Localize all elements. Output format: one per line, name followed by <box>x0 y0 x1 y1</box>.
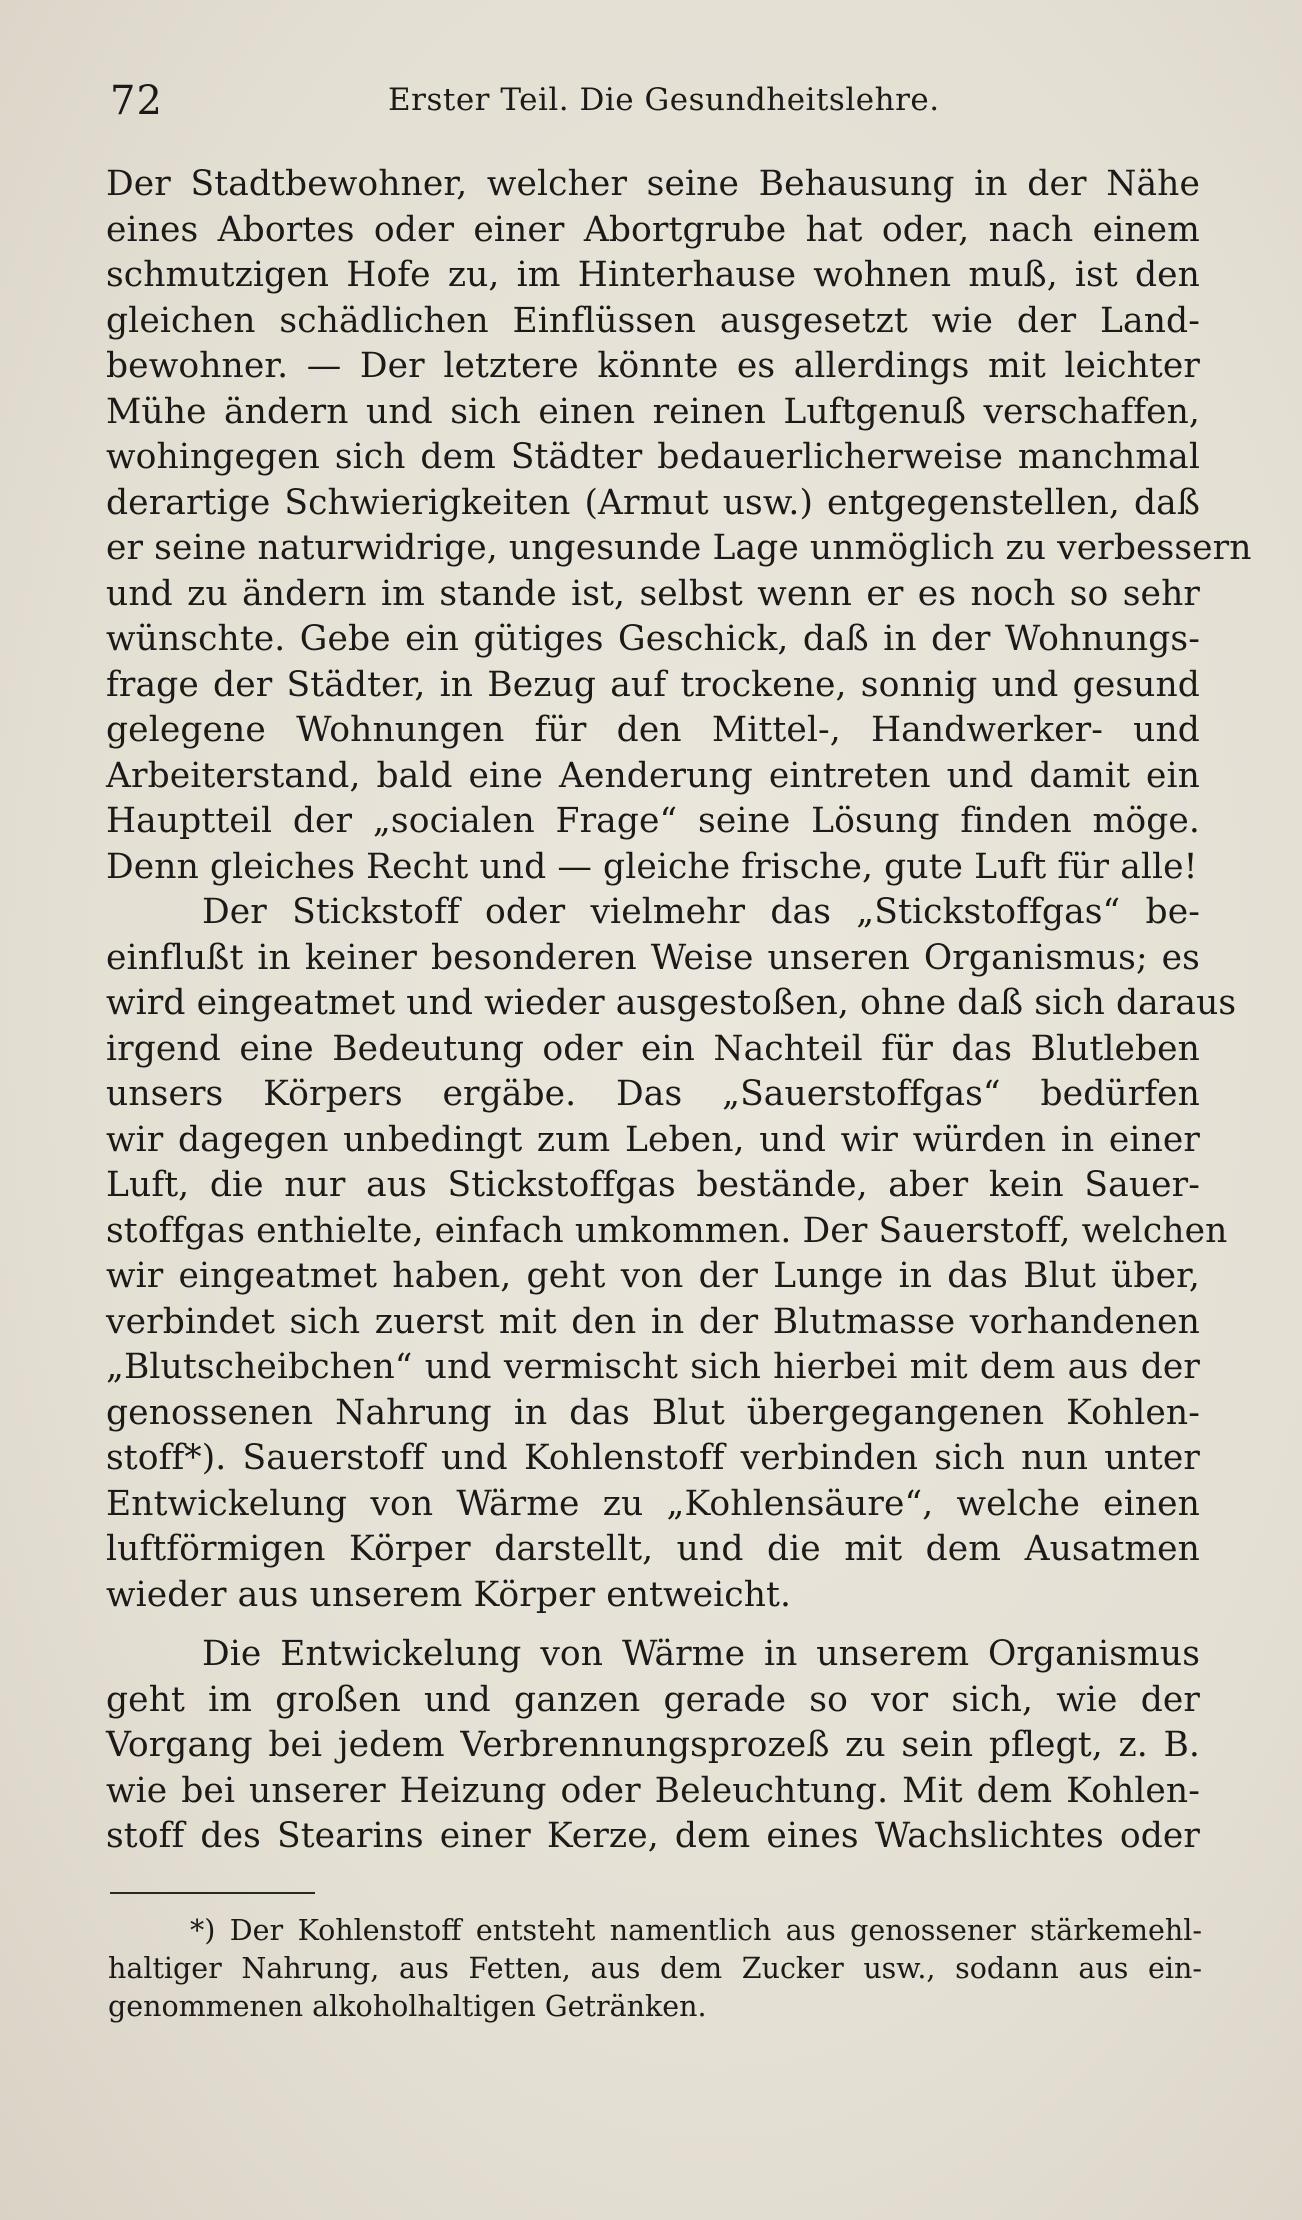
text-line: Vorgang bei jedem Verbrennungsprozeß zu sein pflegt, z. B. <box>106 1725 1200 1765</box>
text-line: Der Stadtbewohner, welcher seine Behausung in der Nähe <box>106 164 1200 204</box>
text-line: luftförmigen Körper darstellt, und die mit dem Ausatmen <box>106 1529 1200 1569</box>
text-line: verbindet sich zuerst mit den in der Blutmasse vorhandenen <box>106 1301 1200 1342</box>
text-line: derartige Schwierigkeiten (Armut usw.) entgegenstellen, daß <box>106 482 1200 523</box>
running-title: Erster Teil. Die Gesundheitslehre. <box>388 82 940 118</box>
text-line: irgend eine Bedeutung oder ein Nachteil für das Blutleben <box>106 1028 1200 1069</box>
text-line: wohingegen sich dem Städter bedauerlicherweise manchmal <box>106 437 1200 477</box>
text-line: stoff*). Sauerstoff und Kohlenstoff verbinden sich nun unter <box>106 1438 1200 1478</box>
text-line: Der Stickstoff oder vielmehr das „Stickstoffgas“ be- <box>202 892 1200 932</box>
text-line: Mühe ändern und sich einen reinen Luftgenuß verschaffen, <box>106 391 1200 432</box>
footnote-line: haltiger Nahrung, aus Fetten, aus dem Zucker usw., sodann aus ein- <box>108 1952 1202 1985</box>
text-line: und zu ändern im stande ist, selbst wenn er es noch so sehr <box>106 573 1200 614</box>
running-head <box>110 78 1200 126</box>
text-line: Denn gleiches Recht und — gleiche frische, gute Luft für alle! <box>106 846 1198 887</box>
text-line: wir dagegen unbedingt zum Leben, und wir würden in einer <box>106 1119 1200 1160</box>
text-line: wird eingeatmet und wieder ausgestoßen, ohne daß sich daraus <box>106 983 1237 1023</box>
text-line: eines Abortes oder einer Abortgrube hat oder, nach einem <box>106 209 1200 250</box>
text-line: schmutzigen Hofe zu, im Hinterhause wohnen muß, ist den <box>106 255 1200 295</box>
text-line: Entwickelung von Wärme zu „Kohlensäure“, welche einen <box>106 1483 1200 1524</box>
text-line: er seine naturwidrige, ungesunde Lage unmöglich zu verbessern <box>106 528 1252 568</box>
text-line: Arbeiterstand, bald eine Aenderung eintreten und damit ein <box>106 755 1200 796</box>
text-line: „Blutscheibchen“ und vermischt sich hierbei mit dem aus der <box>106 1347 1200 1387</box>
text-line: Luft, die nur aus Stickstoffgas bestände, aber kein Sauer- <box>106 1165 1200 1205</box>
text-line: frage der Städter, in Bezug auf trockene, sonnig und gesund <box>106 664 1200 705</box>
body-text <box>106 162 1252 1860</box>
text-line: wieder aus unserem Körper entweicht. <box>106 1574 792 1615</box>
page-number: 72 <box>110 78 163 124</box>
text-line: genossenen Nahrung in das Blut übergegangenen Kohlen- <box>106 1392 1200 1433</box>
text-line: gelegene Wohnungen für den Mittel-, Handwerker- und <box>106 710 1200 750</box>
footnote-line: *) Der Kohlenstoff entsteht namentlich aus genossener stärkemehl- <box>190 1914 1202 1947</box>
text-line: Die Entwickelung von Wärme in unserem Organismus <box>202 1634 1200 1674</box>
footnote-divider <box>110 1892 315 1894</box>
footnote <box>108 1912 1202 2026</box>
text-line: stoffgas enthielte, einfach umkommen. Der Sauerstoff, welchen <box>106 1210 1228 1251</box>
text-line: wünschte. Gebe ein gütiges Geschick, daß in der Wohnungs- <box>106 619 1200 659</box>
text-line: unsers Körpers ergäbe. Das „Sauerstoffgas“ bedürfen <box>106 1074 1200 1114</box>
text-line: stoff des Stearins einer Kerze, dem eines Wachslichtes oder <box>106 1816 1200 1856</box>
text-line: einflußt in keiner besonderen Weise unseren Organismus; es <box>106 937 1200 978</box>
text-line: gleichen schädlichen Einflüssen ausgesetzt wie der Land- <box>106 300 1200 341</box>
text-line: wir eingeatmet haben, geht von der Lunge in das Blut über, <box>106 1256 1200 1296</box>
text-line: wie bei unserer Heizung oder Beleuchtung. Mit dem Kohlen- <box>106 1770 1200 1811</box>
text-line: bewohner. — Der letztere könnte es allerdings mit leichter <box>106 346 1200 386</box>
text-line: Hauptteil der „socialen Frage“ seine Lösung finden möge. <box>106 801 1200 841</box>
paragraph-gap <box>106 1618 1200 1632</box>
text-line: geht im großen und ganzen gerade so vor sich, wie der <box>106 1679 1200 1720</box>
footnote-line: genommenen alkoholhaltigen Getränken. <box>108 1990 707 2023</box>
